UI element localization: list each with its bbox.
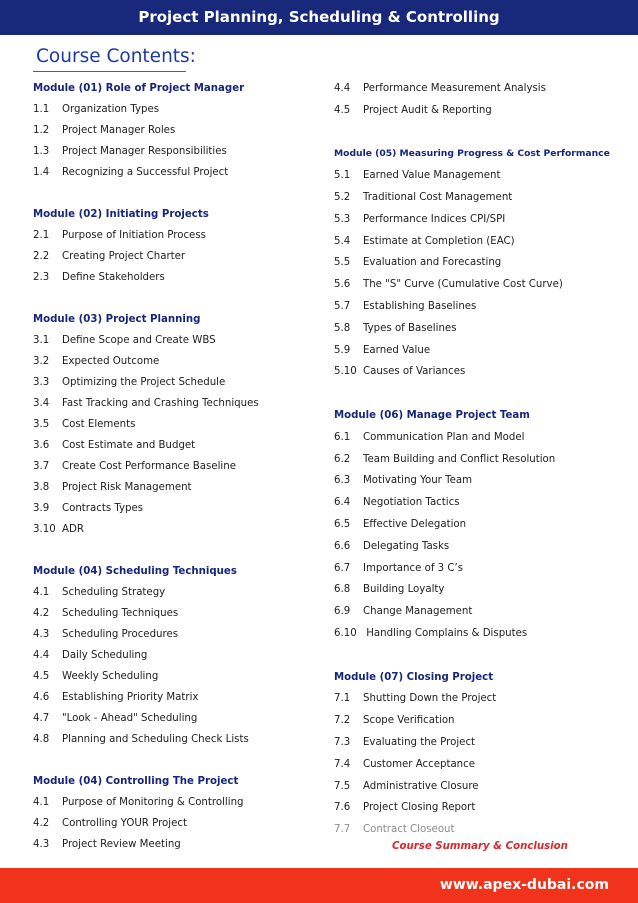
topic-item [334,776,624,798]
topic-text: Controlling YOUR Project [62,818,187,829]
topic-text: Importance of 3 C’s [363,562,464,574]
topic-item [334,209,624,231]
topic-number: 7.7 [334,824,351,836]
topic-number: 4.3 [33,629,50,640]
module-heading: Module (05) Measuring Progress & Cost Performance [334,148,610,160]
topic-number: 4.4 [334,83,351,94]
topic-text: Purpose of Initiation Process [62,230,206,241]
topic-number: 7.2 [334,715,351,727]
topic-text: Types of Baselines [363,322,457,334]
module-heading: Module (01) Role of Project Manager [33,83,245,94]
topic-number: 6.4 [334,497,351,509]
topic-text: Project Audit & Reporting [363,104,492,116]
topic-number: 4.1 [33,797,50,808]
topic-number: 3.9 [33,503,50,514]
topic-text: Estimate at Completion (EAC) [363,235,515,247]
page-footer [0,868,638,903]
topic-number: 4.5 [334,104,351,116]
topic-item [334,78,624,100]
topic-item [334,797,624,819]
topic-number: 5.8 [334,322,351,334]
topic-item [334,579,624,601]
module-heading: Module (03) Project Planning [33,314,201,325]
module-heading: Module (07) Closing Project [334,671,494,683]
topic-text: Optimizing the Project Schedule [62,377,226,388]
topic-item [33,456,323,477]
topic-number: 5.3 [334,213,351,225]
topic-text: Performance Indices CPI/SPI [363,213,506,225]
topic-number: 6.8 [334,584,351,596]
topic-text: "Look - Ahead" Scheduling [62,713,198,724]
topic-text: Project Review Meeting [62,839,181,850]
topic-number: 6.6 [334,540,351,552]
topic-number: 6.3 [334,475,351,487]
topic-item [33,414,323,435]
topic-item [334,252,624,274]
module-heading: Module (06) Manage Project Team [334,409,530,421]
topic-number: 4.5 [33,671,50,682]
topic-item [33,834,323,855]
topic-number: 1.4 [33,167,50,178]
topic-number: 6.5 [334,518,351,530]
topic-item [334,231,624,253]
topic-item [334,427,624,449]
topic-number: 5.2 [334,191,351,203]
topic-number: 2.3 [33,272,50,283]
section-spacer [334,383,624,405]
section-spacer [33,750,323,771]
topic-item [334,558,624,580]
topic-item [33,372,323,393]
topic-number: 4.1 [33,587,50,598]
topic-item [334,274,624,296]
topic-text: Expected Outcome [62,356,160,367]
topic-text: Organization Types [62,104,160,115]
topic-number: 4.7 [33,713,50,724]
topic-text: Creating Project Charter [62,251,186,262]
topic-number: 2.2 [33,251,50,262]
topic-item [334,449,624,471]
topic-text: Evaluating the Project [363,736,476,748]
topic-item [334,514,624,536]
topic-text: Scope Verification [363,715,455,727]
topic-item [33,267,323,288]
topic-number: 5.5 [334,257,351,269]
topic-item [33,813,323,834]
topic-text: Cost Estimate and Budget [62,440,196,451]
topic-item [33,225,323,246]
topic-text: Contract Closeout [363,824,455,836]
topic-text: Fast Tracking and Crashing Techniques [62,398,259,409]
topic-text: Contracts Types [62,503,144,514]
contents-title: Course Contents: [36,46,196,67]
topic-item [334,623,624,645]
topic-text: Earned Value Management [363,170,501,182]
topic-number: 3.1 [33,335,50,346]
topic-number: 5.4 [334,235,351,247]
section-spacer [334,122,624,144]
topic-item [33,645,323,666]
topic-text: Purpose of Monitoring & Controlling [62,797,244,808]
topic-text: Project Closing Report [363,802,476,814]
topic-item [334,492,624,514]
topic-item [33,120,323,141]
topic-text: Recognizing a Successful Project [62,167,229,178]
topic-item [33,624,323,645]
topic-item [33,435,323,456]
topic-number: 4.2 [33,818,50,829]
topic-text: Establishing Baselines [363,300,477,312]
topic-number: 4.4 [33,650,50,661]
topic-item [334,601,624,623]
topic-item [33,246,323,267]
section-spacer [33,183,323,204]
topic-item [334,340,624,362]
topic-text: Administrative Closure [363,780,479,792]
topic-number: 6.7 [334,562,351,574]
topic-text: Motivating Your Team [363,475,473,487]
topic-text: Effective Delegation [363,518,467,530]
topic-item [33,498,323,519]
topic-item [334,100,624,122]
topic-text: Weekly Scheduling [62,671,159,682]
topic-number: 5.6 [334,279,351,291]
topic-item [334,361,624,383]
topic-number: 3.2 [33,356,50,367]
topic-text: Team Building and Conflict Resolution [363,453,556,465]
topic-number: 6.1 [334,431,351,443]
topic-item [334,318,624,340]
topic-number: 1.1 [33,104,50,115]
topic-text: Establishing Priority Matrix [62,692,199,703]
section-spacer [334,645,624,667]
section-spacer [33,288,323,309]
topic-text: Project Risk Management [62,482,192,493]
topic-text: Change Management [363,606,473,618]
topic-text: Create Cost Performance Baseline [62,461,236,472]
topic-number: 5.1 [334,170,351,182]
topic-number: 3.5 [33,419,50,430]
topic-number: 3.7 [33,461,50,472]
topic-number: 7.3 [334,736,351,748]
topic-item [334,536,624,558]
topic-text: ADR [62,524,84,535]
topic-item [334,187,624,209]
topic-text: Scheduling Procedures [62,629,179,640]
topic-text: Cost Elements [62,419,136,430]
topic-item [334,470,624,492]
topic-text: Handling Complains & Disputes [363,627,528,639]
topic-number: 6.9 [334,606,351,618]
topic-item [33,99,323,120]
topic-number: 3.4 [33,398,50,409]
topic-item [33,477,323,498]
section-spacer [33,540,323,561]
topic-item [334,710,624,732]
topic-text: Building Loyalty [363,584,445,596]
topic-item [334,165,624,187]
module-heading: Module (04) Controlling The Project [33,776,239,787]
topic-text: Daily Scheduling [62,650,148,661]
topic-text: Evaluation and Forecasting [363,257,502,269]
topic-item [33,330,323,351]
topic-number: 5.9 [334,344,351,356]
topic-item [33,792,323,813]
topic-text: Scheduling Techniques [62,608,179,619]
topic-number: 7.6 [334,802,351,814]
topic-text: Define Scope and Create WBS [62,335,216,346]
topic-number: 1.3 [33,146,50,157]
topic-item [33,519,323,540]
website-link[interactable]: www.apex-dubai.com [439,877,609,893]
topic-item [334,819,624,841]
topic-number: 4.6 [33,692,50,703]
topic-text: Project Manager Roles [62,125,176,136]
topic-number: 4.3 [33,839,50,850]
topic-item [33,708,323,729]
topic-text: Shutting Down the Project [363,693,497,705]
topic-item [33,603,323,624]
module-heading: Module (04) Scheduling Techniques [33,566,237,577]
topic-item [33,666,323,687]
topic-number: 3.10 [33,524,56,535]
topic-number: 3.3 [33,377,50,388]
topic-item [33,729,323,750]
topic-text: Negotiation Tactics [363,497,460,509]
topic-text: Project Manager Responsibilities [62,146,227,157]
topic-item [33,351,323,372]
topic-number: 4.8 [33,734,50,745]
topic-number: 2.1 [33,230,50,241]
topic-number: 3.6 [33,440,50,451]
left-column [33,78,323,855]
title-underline [33,71,186,72]
topic-item [334,754,624,776]
topic-text: Traditional Cost Management [363,191,513,203]
topic-text: The "S" Curve (Cumulative Cost Curve) [363,279,563,291]
topic-number: 6.10 [334,627,357,639]
topic-number: 5.10 [334,366,357,378]
topic-number: 3.8 [33,482,50,493]
topic-number: 7.4 [334,758,351,770]
topic-text: Delegating Tasks [363,540,450,552]
topic-text: Performance Measurement Analysis [363,83,546,94]
topic-number: 4.2 [33,608,50,619]
page-header [0,0,638,35]
topic-item [334,296,624,318]
topic-number: 7.5 [334,780,351,792]
topic-text: Scheduling Strategy [62,587,166,598]
topic-item [33,141,323,162]
topic-number: 5.7 [334,300,351,312]
topic-number: 6.2 [334,453,351,465]
topic-item [33,393,323,414]
page-title: Project Planning, Scheduling & Controlling [138,8,500,26]
topic-number: 1.2 [33,125,50,136]
module-heading: Module (02) Initiating Projects [33,209,209,220]
topic-text: Define Stakeholders [62,272,165,283]
topic-text: Planning and Scheduling Check Lists [62,734,249,745]
topic-item [33,162,323,183]
topic-text: Causes of Variances [363,366,466,378]
topic-number: 7.1 [334,693,351,705]
right-column [334,78,624,841]
course-summary-note: Course Summary & Conclusion [392,841,568,852]
topic-item [33,582,323,603]
topic-text: Earned Value [363,344,431,356]
topic-item [334,688,624,710]
topic-item [334,732,624,754]
topic-text: Customer Acceptance [363,758,476,770]
topic-item [33,687,323,708]
topic-text: Communication Plan and Model [363,431,525,443]
